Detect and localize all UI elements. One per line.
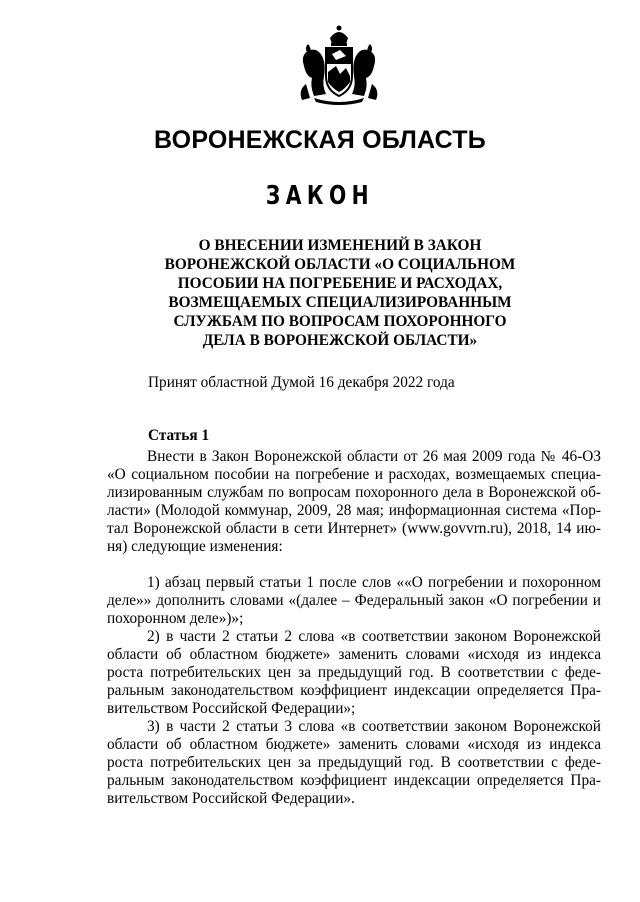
law-title-line: ВОЗМЕЩАЕМЫХ СПЕЦИАЛИЗИРОВАННЫМ [168,294,512,311]
document-type-heading: ЗАКОН [265,181,375,211]
law-title-line: ВОРОНЕЖСКОЙ ОБЛАСТИ «О СОЦИАЛЬНОМ [164,256,516,273]
amendment-item-3 [107,718,601,808]
text-line: вительством Российской Федерации». [107,790,355,807]
text-line: ральным законодательством коэффициент индексации определяется Пра- [107,772,601,789]
text-line: 1) абзац первый статьи 1 после слов ««О погребении и похоронном [147,574,601,591]
law-title-line: СЛУЖБАМ ПО ВОПРОСАМ ПОХОРОННОГО [173,313,507,330]
text-line: Внести в Закон Воронежской области от 26 мая 2009 года № 46-ОЗ [147,448,601,465]
text-line: роста потребительских цен за предыдущий год. В соответствии с феде- [107,754,601,771]
text-line: тал Воронежской области в сети Интернет» (www.govvrn.ru), 2018, 14 ию- [107,520,601,537]
law-title-line: О ВНЕСЕНИИ ИЗМЕНЕНИЙ В ЗАКОН [198,237,482,254]
text-line: деле»» дополнить словами «(далее – Федеральный закон «О погребении и [107,592,601,609]
text-line: ласти» (Молодой коммунар, 2009, 28 мая; информационная система «Пор- [107,502,601,519]
text-line: лизированным службам по вопросам похоронного дела в Воронежской об- [107,484,601,501]
law-title [150,236,530,350]
text-line: 3) в части 2 статьи 3 слова «в соответствии законом Воронежской [147,718,601,735]
adoption-note: Принят областной Думой 16 декабря 2022 года [148,374,455,391]
text-line: «О социальном пособии на погребение и расходах, возмещаемых специа- [107,466,601,483]
text-line: роста потребительских цен за предыдущий год. В соответствии с феде- [107,664,601,681]
law-title-line: ПОСОБИИ НА ПОГРЕБЕНИЕ И РАСХОДАХ, [177,275,503,292]
text-line: похоронном деле»)»; [107,610,244,627]
coat-of-arms-icon [296,24,382,106]
text-line: 2) в части 2 статьи 2 слова «в соответствии законом Воронежской [147,628,601,645]
amendment-item-2 [107,628,601,718]
intro-paragraph [107,448,601,556]
amendment-item-1 [107,574,601,628]
text-line: ральным законодательством коэффициент индексации определяется Пра- [107,682,601,699]
text-line: области об областном бюджете» заменить словами «исходя из индекса [107,646,601,663]
region-heading: ВОРОНЕЖСКАЯ ОБЛАСТЬ [154,126,486,154]
article-body [107,448,601,808]
law-title-line: ДЕЛА В ВОРОНЕЖСКОЙ ОБЛАСТИ» [202,332,478,349]
article-heading: Статья 1 [148,427,210,444]
text-line: вительством Российской Федерации»; [107,700,356,717]
text-line: ня) следующие изменения: [107,538,283,555]
text-line: области об областном бюджете» заменить словами «исходя из индекса [107,736,601,753]
